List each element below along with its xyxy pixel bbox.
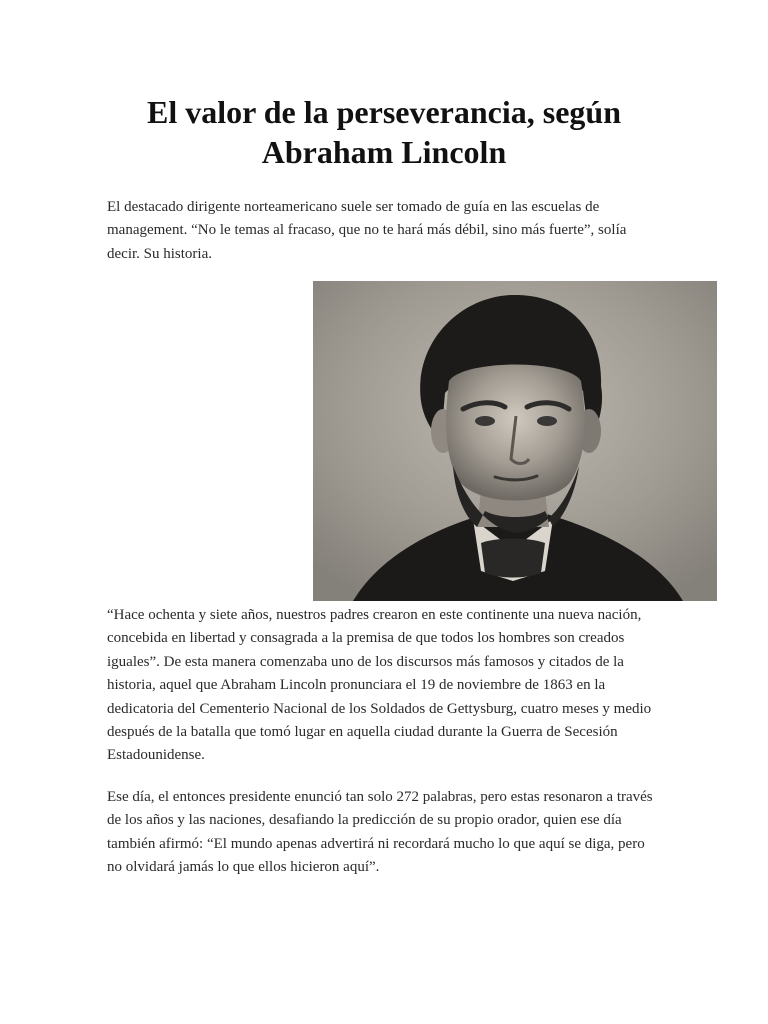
article-title: El valor de la perseverancia, según Abraham Lincoln [146,94,622,170]
portrait-illustration [313,281,717,601]
body-paragraph-272-words: Ese día, el entonces presidente enunció tan solo 272 palabras, pero estas resonaron a través de los años y las naciones, desafiando la predicción de su propio orador, quien ese día también afirmó: “El mundo apenas advertirá ni recordará mucho lo que aquí se diga, pero no olvidará jamás lo que ellos hicieron aquí”. [107,789,653,876]
portrait-photo [313,281,717,601]
body-paragraph-gettysburg: “Hace ochenta y siete años, nuestros padres crearon en este continente una nueva nación, concebida en libertad y consagrada a la premisa de que todos los hombres son creados iguales”. De esta manera comenzaba uno de los discursos más famosos y citados de la historia, aquel que Abraham Lincoln pronunciara el 19 de noviembre de 1863 en la dedicatoria del Cementerio Nacional de los Soldados de Gettysburg, cuatro meses y medio después de la batalla que tomó lugar en aquella ciudad durante la Guerra de Secesión Estadounidense. [107,607,652,764]
intro-paragraph: El destacado dirigente norteamericano suele ser tomado de guía en las escuelas de management. “No le temas al fracaso, que no te hará más débil, sino más fuerte”, solía decir. Su historia. [107,199,627,262]
